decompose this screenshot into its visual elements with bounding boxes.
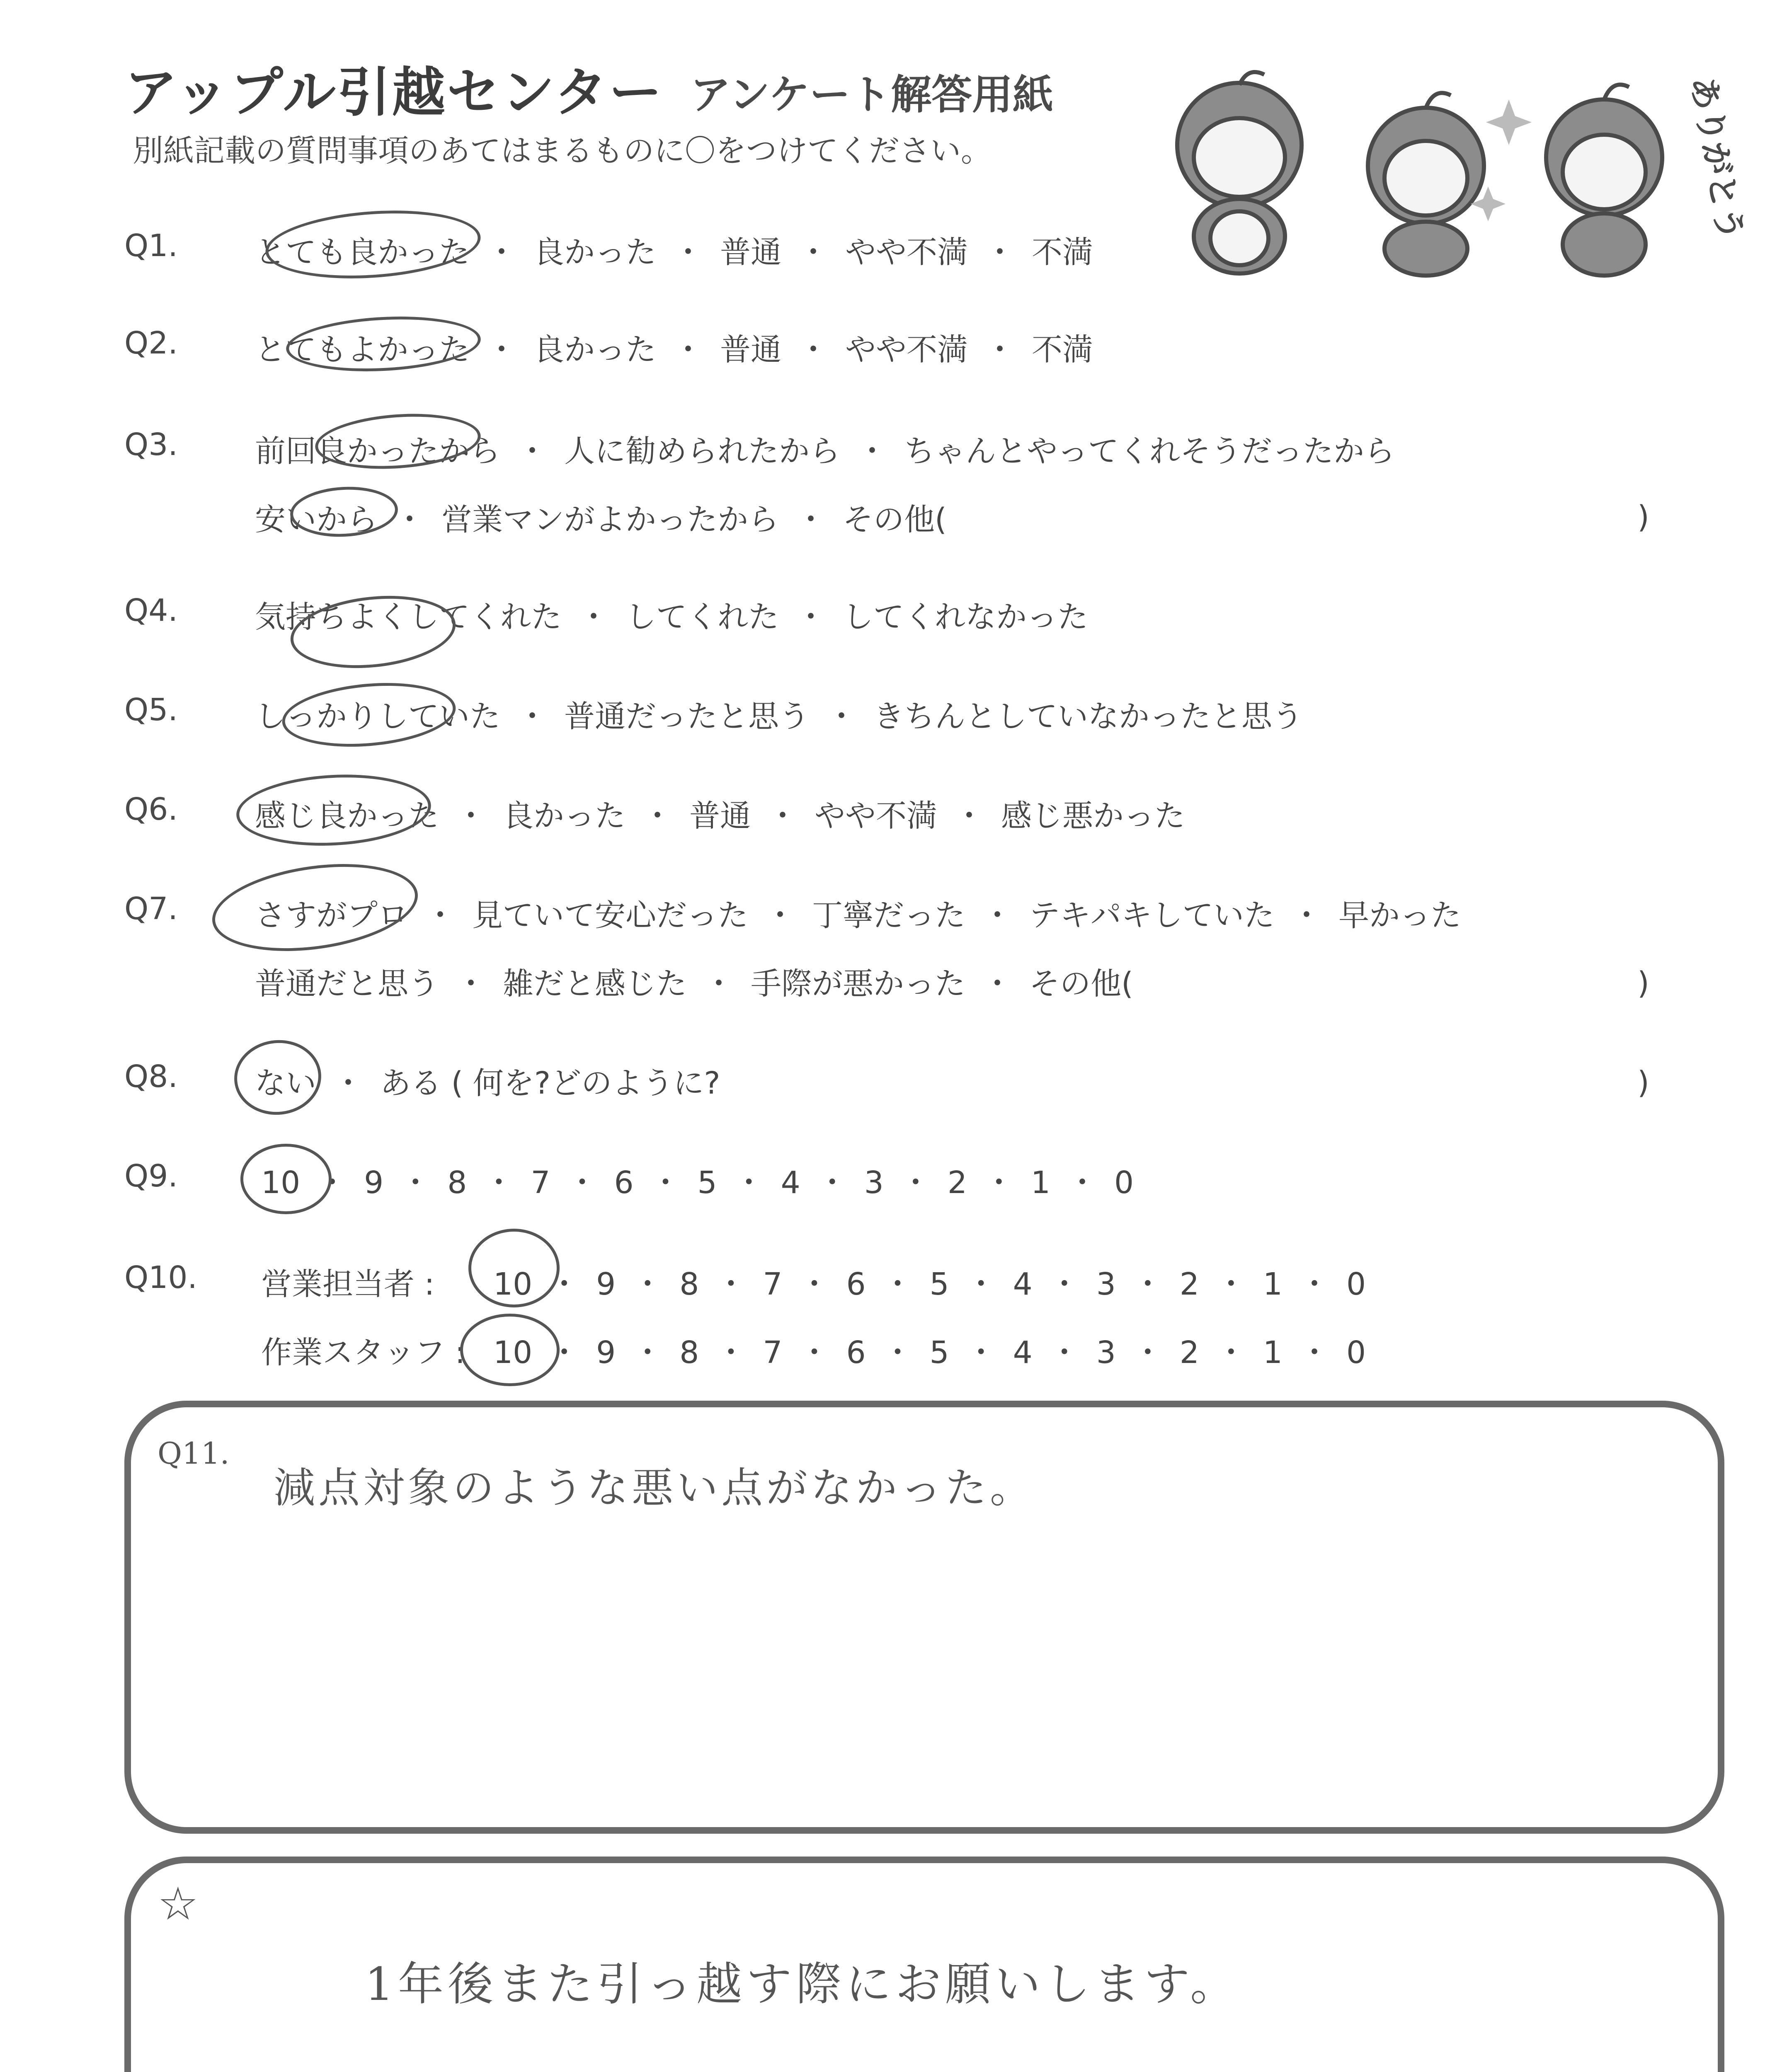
q7-option[interactable]: 丁寧だった [812, 898, 965, 933]
scale-separator: ・ [632, 1335, 663, 1370]
thanks-text: ありがとう [1683, 73, 1750, 244]
q4-options: 気持ちよくしてくれた ・ してくれた ・ してくれなかった [255, 599, 1088, 635]
q9-score-option[interactable]: 8 [447, 1165, 467, 1201]
form-subtitle: アンケート解答用紙 [690, 71, 1054, 119]
monkey-mascot-left [1177, 72, 1302, 274]
q10-sales-score-option[interactable]: 0 [1346, 1266, 1366, 1302]
q7-option[interactable]: 手際が悪かった [751, 966, 965, 1002]
q2-option[interactable]: 良かった [533, 332, 656, 368]
scale-separator: ・ [882, 1266, 913, 1302]
q7-option[interactable]: 普通だと思う [255, 966, 439, 1002]
q7-options-line1: さすがプロ ・ 見ていて安心だった ・ 丁寧だった ・ テキパキしていた ・ 早かった [255, 898, 1461, 933]
q4-label: Q4. [124, 593, 178, 628]
scale-separator: ・ [1215, 1266, 1246, 1302]
scale-separator: ・ [715, 1266, 747, 1302]
q3-option[interactable]: 人に勧められたから [564, 433, 840, 469]
scale-separator: ・ [799, 1266, 830, 1302]
monkey-mascot-right [1546, 85, 1662, 276]
monkey-mascot-middle [1368, 93, 1484, 276]
q10-sales-score-option[interactable]: 8 [679, 1266, 699, 1302]
q10-staff-score-option[interactable]: 1 [1263, 1335, 1283, 1370]
q9-scale [261, 1158, 1134, 1202]
q10-sales-score-option[interactable]: 10 [493, 1266, 533, 1302]
q10-sales-score-option[interactable]: 2 [1179, 1266, 1199, 1302]
q9-score-option[interactable]: 7 [531, 1165, 550, 1201]
q6-label: Q6. [124, 792, 178, 827]
q3-option[interactable]: ちゃんとやってくれそうだったから [904, 433, 1395, 469]
q9-score-option[interactable]: 3 [864, 1165, 884, 1201]
q10-staff-scale [493, 1328, 1366, 1372]
q7-options-line2: 普通だと思う ・ 雑だと感じた ・ 手際が悪かった ・ その他( [255, 966, 1133, 1002]
q1-option[interactable]: やや不満 [845, 235, 968, 270]
q1-options: とても良かった ・ 良かった ・ 普通 ・ やや不満 ・ 不満 [255, 235, 1093, 270]
q4-option[interactable]: 気持ちよくしてくれた [255, 599, 562, 635]
free-handwritten-comment: 1年後また引っ越す際にお願いします。 [365, 1958, 1240, 2011]
scale-separator: ・ [715, 1335, 747, 1370]
scale-separator: ・ [549, 1266, 580, 1302]
q7-option[interactable]: 早かった [1338, 898, 1461, 933]
q7-option[interactable]: 雑だと感じた [503, 966, 687, 1002]
q11-label: Q11. [158, 1436, 230, 1471]
q1-option[interactable]: とても良かった [255, 235, 470, 270]
monkey-mascots-illustration [1144, 62, 1750, 278]
q3-option[interactable]: 営業マンがよかったから [441, 502, 779, 537]
scale-separator: ・ [817, 1165, 848, 1201]
q9-label: Q9. [124, 1158, 178, 1194]
q10-sales-score-option[interactable]: 1 [1263, 1266, 1283, 1302]
q7-option[interactable]: 見ていて安心だった [472, 898, 748, 933]
q5-option[interactable]: きちんとしていなかったと思う [873, 699, 1303, 734]
q10-sales-score-option[interactable]: 9 [596, 1266, 616, 1302]
q6-option[interactable]: 良かった [503, 798, 626, 834]
q2-option[interactable]: 不満 [1032, 332, 1093, 368]
q10-label: Q10. [124, 1260, 197, 1295]
q1-label: Q1. [124, 228, 178, 264]
q8-close-paren: ) [1637, 1065, 1649, 1101]
q2-option[interactable]: とてもよかった [255, 332, 470, 368]
q10-sales-score-option[interactable]: 6 [846, 1266, 866, 1302]
scale-separator: ・ [1299, 1335, 1330, 1370]
scale-separator: ・ [549, 1335, 580, 1370]
q10-sales-score-option[interactable]: 5 [929, 1266, 949, 1302]
scale-separator: ・ [483, 1165, 514, 1201]
q7-label: Q7. [124, 891, 178, 927]
q10-sales-scale [493, 1260, 1366, 1304]
q5-options: しっかりしていた ・ 普通だったと思う ・ きちんとしていなかったと思う [255, 699, 1303, 734]
q10-staff-score-option[interactable]: 3 [1096, 1335, 1116, 1370]
q2-option[interactable]: 普通 [720, 332, 781, 368]
scale-separator: ・ [632, 1266, 663, 1302]
scale-separator: ・ [799, 1335, 830, 1370]
q10-staff-score-option[interactable]: 6 [846, 1335, 866, 1370]
q3-option[interactable]: 安いから [255, 502, 378, 537]
q8-label: Q8. [124, 1059, 178, 1094]
q8-option[interactable]: ない [255, 1065, 316, 1101]
q9-score-option[interactable]: 4 [781, 1165, 800, 1201]
q7-close-paren: ) [1637, 966, 1649, 1001]
q10-sales-score-option[interactable]: 7 [763, 1266, 783, 1302]
q1-option[interactable]: 良かった [533, 235, 656, 270]
q3-close-paren: ) [1637, 499, 1649, 535]
q10-staff-score-option[interactable]: 8 [679, 1335, 699, 1370]
q10-staff-score-option[interactable]: 10 [493, 1335, 533, 1370]
q8-option[interactable]: ある ( 何を?どのように? [380, 1065, 720, 1101]
q10-staff-score-option[interactable]: 4 [1013, 1335, 1033, 1370]
q5-label: Q5. [124, 692, 178, 728]
scale-separator: ・ [882, 1335, 913, 1370]
q10-staff-score-option[interactable]: 9 [596, 1335, 616, 1370]
q3-option[interactable]: 前回良かったから [255, 433, 500, 469]
scale-separator: ・ [965, 1335, 996, 1370]
q5-option[interactable]: しっかりしていた [255, 699, 500, 734]
q9-score-option[interactable]: 2 [947, 1165, 967, 1201]
scale-separator: ・ [1132, 1335, 1163, 1370]
scale-separator: ・ [567, 1165, 598, 1201]
q7-option[interactable]: さすがプロ [255, 898, 408, 933]
q10-staff-score-option[interactable]: 0 [1346, 1335, 1366, 1370]
q1-option[interactable]: 普通 [720, 235, 781, 270]
scale-separator: ・ [1132, 1266, 1163, 1302]
form-title: アップル引越センター [124, 62, 664, 123]
q11-handwritten-comment: 減点対象のような悪い点がなかった。 [274, 1464, 1035, 1512]
q10-sales-score-option[interactable]: 4 [1013, 1266, 1033, 1302]
form-instruction: 別紙記載の質問事項のあてはまるものに〇をつけてください。 [133, 133, 992, 169]
scale-separator: ・ [733, 1165, 764, 1201]
q9-score-option[interactable]: 5 [697, 1165, 717, 1201]
q10-sales-score-option[interactable]: 3 [1096, 1266, 1116, 1302]
q9-score-option[interactable]: 0 [1114, 1165, 1134, 1201]
q8-options: ない ・ ある ( 何を?どのように? [255, 1065, 720, 1101]
q9-score-option[interactable]: 6 [614, 1165, 634, 1201]
q3-label: Q3. [124, 427, 178, 462]
q1-option[interactable]: 不満 [1032, 235, 1093, 270]
q6-option[interactable]: やや不満 [815, 798, 937, 834]
q6-option[interactable]: 感じ悪かった [1001, 798, 1185, 834]
scale-separator: ・ [1215, 1335, 1246, 1370]
scale-separator: ・ [1049, 1335, 1080, 1370]
q6-option[interactable]: 感じ良かった [255, 798, 439, 834]
q3-options-line1: 前回良かったから ・ 人に勧められたから ・ ちゃんとやってくれそうだったから [255, 433, 1395, 469]
scale-separator: ・ [1299, 1266, 1330, 1302]
q9-score-option[interactable]: 10 [261, 1165, 301, 1201]
scale-separator: ・ [650, 1165, 681, 1201]
q10-sales-label: 営業担当者 : [261, 1266, 435, 1302]
q9-score-option[interactable]: 1 [1030, 1165, 1051, 1201]
scale-separator: ・ [400, 1165, 431, 1201]
star-icon: ☆ [158, 1877, 199, 1930]
q9-score-option[interactable]: 9 [364, 1165, 384, 1201]
q6-option[interactable]: 普通 [689, 798, 751, 834]
scale-separator: ・ [900, 1165, 931, 1201]
q10-staff-score-option[interactable]: 7 [763, 1335, 783, 1370]
q2-label: Q2. [124, 325, 178, 361]
scale-separator: ・ [983, 1165, 1014, 1201]
q10-staff-score-option[interactable]: 5 [929, 1335, 949, 1370]
scale-separator: ・ [1067, 1165, 1098, 1201]
q3-option[interactable]: その他( [843, 502, 947, 537]
q4-option[interactable]: してくれた [626, 599, 779, 635]
scale-separator: ・ [1049, 1266, 1080, 1302]
q2-options: とてもよかった ・ 良かった ・ 普通 ・ やや不満 ・ 不満 [255, 332, 1093, 368]
q7-option[interactable]: その他( [1029, 966, 1133, 1002]
q5-option[interactable]: 普通だったと思う [564, 699, 810, 734]
q10-staff-score-option[interactable]: 2 [1179, 1335, 1199, 1370]
q4-option[interactable]: してくれなかった [843, 599, 1088, 635]
q7-option[interactable]: テキパキしていた [1029, 898, 1275, 933]
q3-options-line2: 安いから ・ 営業マンがよかったから ・ その他( [255, 502, 947, 537]
q6-options: 感じ良かった ・ 良かった ・ 普通 ・ やや不満 ・ 感じ悪かった [255, 798, 1185, 834]
scale-separator: ・ [317, 1165, 348, 1201]
q2-option[interactable]: やや不満 [845, 332, 968, 368]
scale-separator: ・ [965, 1266, 996, 1302]
q10-staff-label: 作業スタッフ : [261, 1335, 466, 1370]
